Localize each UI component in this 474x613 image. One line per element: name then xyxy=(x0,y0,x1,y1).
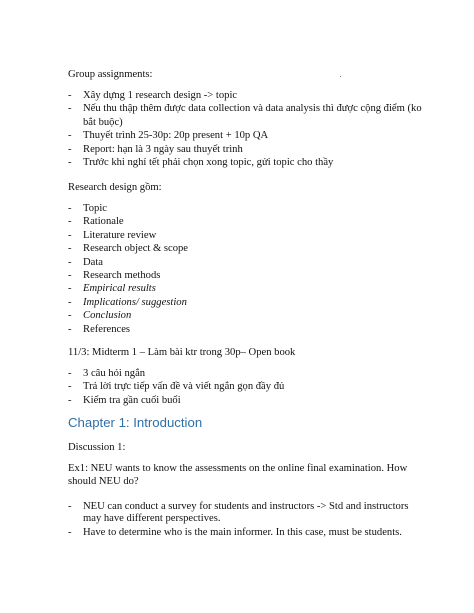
list-item: - Implications/ suggestion xyxy=(68,296,187,308)
list-item: - References xyxy=(68,323,131,335)
list-dash: - xyxy=(68,381,72,393)
list-item: - Thuyết trình 25-30p: 20p present + 10p QA xyxy=(68,130,269,142)
list-dash: - xyxy=(68,283,72,295)
list-item: - 3 câu hỏi ngắn xyxy=(68,368,146,379)
chapter-heading: Chapter 1: Introduction xyxy=(68,415,203,430)
list-item: - Data xyxy=(68,256,103,268)
research-design-title: Research design gồm: xyxy=(68,182,162,193)
list-item: - Report: hạn là 3 ngày sau thuyết trình xyxy=(68,143,243,155)
list-item: - Xây dựng 1 research design -> topic xyxy=(68,90,238,101)
list-item: - Have to determine who is the main informer. In this case, must be students. xyxy=(68,526,402,538)
list-dash: - xyxy=(68,143,72,155)
list-item: - Nếu thu thập thêm được data collection và data analysis thì được cộng điểm (ko bắt buộc) xyxy=(68,103,422,128)
list-dash: - xyxy=(68,90,72,101)
list-dash: - xyxy=(68,270,72,282)
list-item: - Kiểm tra gần cuối buổi xyxy=(68,394,181,406)
list-item: - Literature review xyxy=(68,229,157,241)
midterm-list xyxy=(68,367,284,407)
list-item: - Conclusion xyxy=(68,310,132,322)
exercise-answer-list xyxy=(68,501,413,539)
group-assignments-list xyxy=(68,89,423,169)
list-item: - Rationale xyxy=(68,216,124,228)
list-dash: - xyxy=(68,526,72,538)
list-item: - Topic xyxy=(68,203,107,214)
exercise-question: Ex1: NEU wants to know the assessments on the online final examination. How should NEU do? xyxy=(68,463,408,487)
list-item: - NEU can conduct a survey for students and instructors -> Std and instructors may have different perspectives. xyxy=(68,501,409,525)
list-dash: - xyxy=(68,394,72,406)
list-dash: - xyxy=(68,323,72,335)
list-dash: - xyxy=(68,203,72,214)
list-dash: - xyxy=(68,243,72,255)
group-assignments-title: Group assignments: xyxy=(68,69,153,80)
discussion-label: Discussion 1: xyxy=(68,442,126,453)
list-dash: - xyxy=(68,296,72,308)
list-dash: - xyxy=(68,310,72,322)
list-dash: - xyxy=(68,216,72,228)
list-item: - Research methods xyxy=(68,270,161,282)
stray-mark xyxy=(340,76,341,77)
list-dash: - xyxy=(68,501,72,512)
list-dash: - xyxy=(68,368,72,379)
midterm-title: 11/3: Midterm 1 – Làm bài ktr trong 30p– Open book xyxy=(68,347,296,358)
list-dash: - xyxy=(68,256,72,268)
list-item: - Empirical results xyxy=(68,283,156,295)
list-item: - Trước khi nghỉ tết phải chọn xong topic, gửi topic cho thầy xyxy=(68,157,334,169)
list-item: - Trả lời trực tiếp vấn đề và viết ngắn gọn đầy đủ xyxy=(68,381,285,393)
list-dash: - xyxy=(68,130,72,142)
list-dash: - xyxy=(68,229,72,241)
list-dash: - xyxy=(68,157,72,169)
list-dash: - xyxy=(68,103,72,115)
research-design-list xyxy=(68,202,188,336)
list-item: - Research object & scope xyxy=(68,243,189,255)
